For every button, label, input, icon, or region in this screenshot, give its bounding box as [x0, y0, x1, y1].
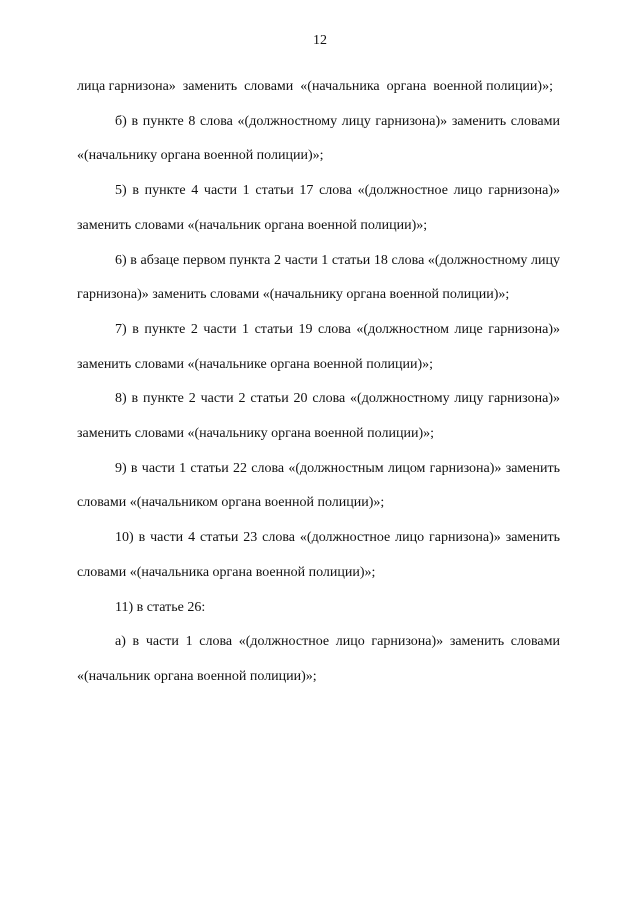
paragraph-item-5: 5) в пункте 4 части 1 статьи 17 слова «(должностное лицо гарнизона)» заменить словами «(начальник органа военной полиции)»; [77, 183, 560, 233]
paragraph-continuation: лица гарнизона» заменить словами «(начальника органа военной полиции)»; [77, 79, 553, 94]
paragraph-item-a: а) в части 1 слова «(должностное лицо гарнизона)» заменить словами «(начальник органа военной полиции)»; [77, 634, 560, 684]
paragraph-item-6: 6) в абзаце первом пункта 2 части 1 статьи 18 слова «(должностному лицу гарнизона)» заменить словами «(начальнику органа военной полиции)»; [77, 252, 560, 303]
paragraph-item-10: 10) в части 4 статьи 23 слова «(должностное лицо гарнизона)» заменить словами «(начальника органа военной полиции)»; [77, 530, 560, 580]
document-body [77, 70, 560, 695]
paragraph-item-7: 7) в пункте 2 части 1 статьи 19 слова «(должностном лице гарнизона)» заменить словами «(начальнике органа военной полиции)»; [77, 321, 560, 372]
paragraph-item-9: 9) в части 1 статьи 22 слова «(должностным лицом гарнизона)» заменить словами «(начальником органа военной полиции)»; [77, 460, 560, 511]
paragraph-item-11: 11) в статье 26: [115, 599, 206, 615]
page-number: 12 [313, 33, 327, 48]
paragraph-item-b: б) в пункте 8 слова «(должностному лицу гарнизона)» заменить словами «(начальнику органа военной полиции)»; [77, 113, 560, 164]
paragraph-item-8: 8) в пункте 2 части 2 статьи 20 слова «(должностному лицу гарнизона)» заменить словами «(начальнику органа военной полиции)»; [77, 391, 560, 442]
